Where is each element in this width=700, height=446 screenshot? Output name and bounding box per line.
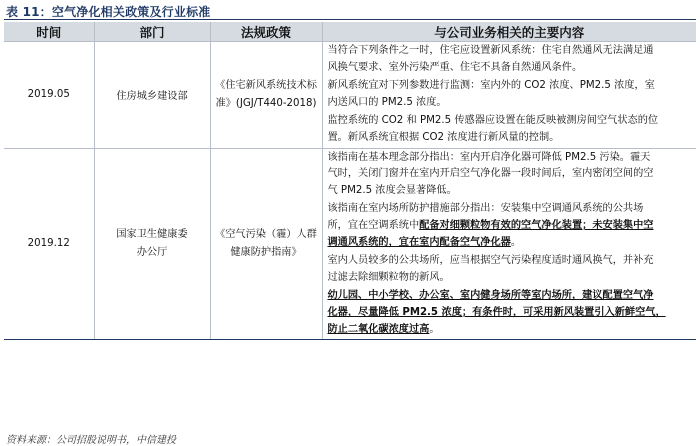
content-line: 气时，关闭门窗并在室内开启空气净化器一段时间后，室内密闭空间的空 bbox=[327, 168, 654, 180]
content-line: 该指南在基本理念部分指出：室内开启净化器可降低 PM2.5 污染。霾天 bbox=[327, 151, 651, 163]
table-row bbox=[4, 42, 696, 149]
policy-line: 健康防护指南》 bbox=[230, 246, 302, 258]
policy-line: 《空气污染（霾）人群 bbox=[215, 228, 317, 240]
dept-line: 办公厅 bbox=[136, 246, 168, 258]
policy-line: 《住宅新风系统技术标 bbox=[215, 79, 317, 91]
row-time: 2019.12 bbox=[4, 148, 94, 340]
header-dept: 部门 bbox=[94, 22, 210, 42]
policy-table bbox=[4, 22, 696, 340]
text-plain: 。 bbox=[429, 323, 440, 335]
row-dept bbox=[94, 148, 210, 340]
header-policy: 法规政策 bbox=[210, 22, 322, 42]
text-emphasis: 配备对细颗粒物有效的空气净化装置；未安装集中空 bbox=[419, 219, 654, 231]
source-note: 资料来源：公司招股说明书，中信建投 bbox=[6, 435, 176, 446]
header-content: 与公司业务相关的主要内容 bbox=[322, 22, 696, 42]
content-line: 风换气要求、室外污染严重、住宅不具备自然通风条件。 bbox=[327, 61, 583, 73]
table-title: 表 11：空气净化相关政策及行业标准 bbox=[6, 5, 211, 19]
row-content bbox=[322, 148, 696, 340]
table-row bbox=[4, 148, 696, 340]
content-line bbox=[328, 322, 691, 339]
content-line bbox=[328, 218, 691, 235]
text-plain: 。 bbox=[510, 236, 522, 248]
content-line: 新风系统宜对下列参数进行监测：室内外的 CO2 浓度、PM2.5 浓度，室 bbox=[327, 80, 655, 92]
content-line: 内送风口的 PM2.5 浓度。 bbox=[327, 96, 447, 108]
table-header-row bbox=[4, 22, 696, 42]
content-line: 该指南在室内场所防护措施部分指出：安装集中空调通风系统的公共场 bbox=[327, 203, 644, 215]
content-line: 化器，尽量降低 PM2.5 浓度；有条件时，可采用新风装置引入新鲜空气， bbox=[327, 306, 666, 318]
content-line: 室内人员较多的公共场所，应当根据空气污染程度适时通风换气，并补充 bbox=[327, 255, 654, 267]
row-content bbox=[322, 42, 696, 149]
title-rule bbox=[4, 19, 696, 20]
header-time: 时间 bbox=[4, 22, 94, 42]
text-emphasis: 调通风系统的，宜在室内配备空气净化器 bbox=[327, 236, 511, 248]
text-plain: 所，宜在空调系统中 bbox=[327, 219, 420, 231]
content-line: 监控系统的 CO2 和 PM2.5 传感器应设置在能反映被测房间空气状态的位 bbox=[327, 115, 659, 127]
content-line: 当符合下列条件之一时，住宅应设置新风系统：住宅自然通风无法满足通 bbox=[327, 45, 654, 56]
policy-line: 准》(JGJ/T440-2018) bbox=[215, 97, 317, 109]
row-time: 2019.05 bbox=[4, 42, 94, 149]
content-line: 过滤去除细颗粒物的新风。 bbox=[327, 271, 450, 283]
content-line bbox=[328, 235, 691, 252]
content-line: 幼儿园、中小学校、办公室、室内健身场所等室内场所，建议配置空气净 bbox=[327, 290, 654, 302]
row-dept: 住房城乡建设部 bbox=[94, 42, 210, 149]
content-line: 气 PM2.5 浓度会显著降低。 bbox=[327, 184, 457, 196]
content-line: 置。新风系统宜根据 CO2 浓度进行新风量的控制。 bbox=[327, 131, 560, 143]
dept-line: 国家卫生健康委 bbox=[116, 228, 188, 240]
row-policy bbox=[210, 148, 322, 340]
text-emphasis: 防止二氧化碳浓度过高 bbox=[327, 323, 430, 335]
row-policy bbox=[210, 42, 322, 149]
